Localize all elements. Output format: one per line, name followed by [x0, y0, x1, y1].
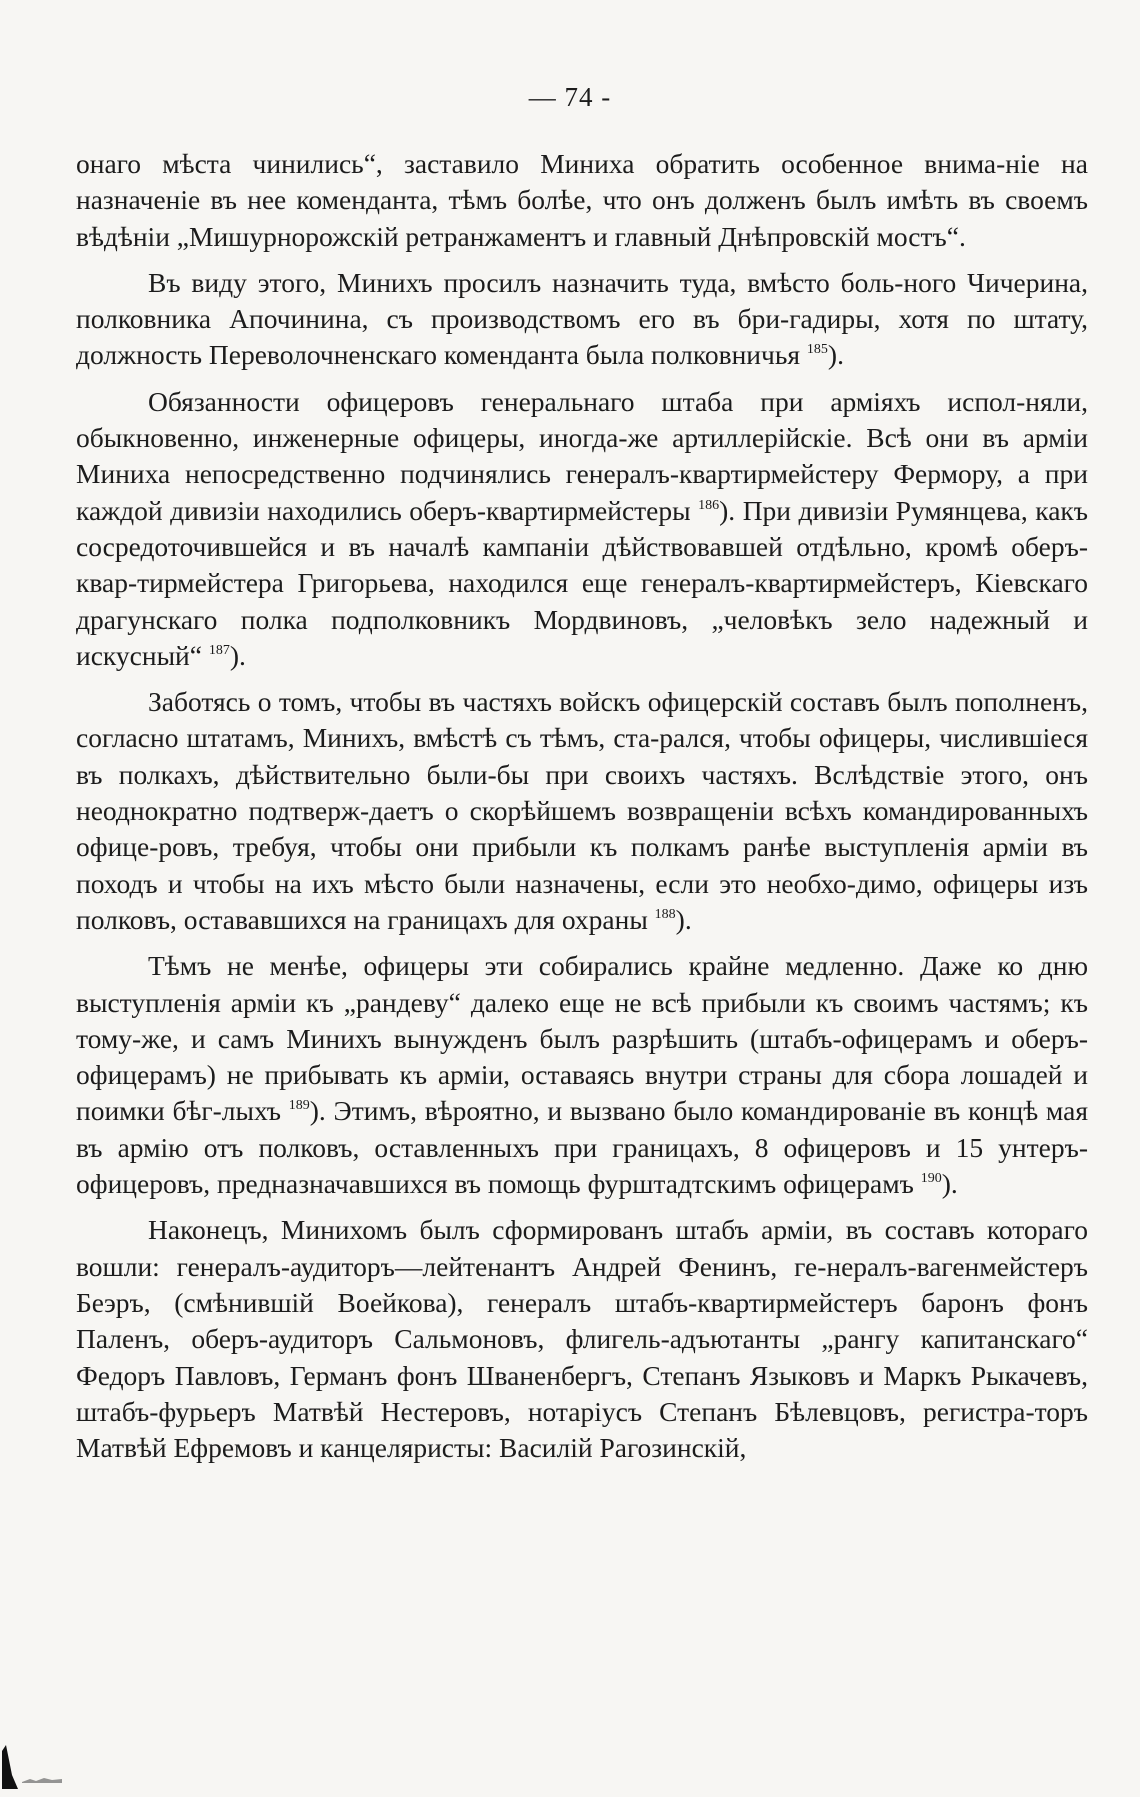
paragraph: [76, 384, 1088, 674]
text-run: ). При дивизіи Румянцева, какъ сосредоточившейся и въ началѣ кампаніи дѣйствовавшей отдѣльно, кромѣ оберъ-квар-тирмейстера Григорьева, находился еще генералъ-квартирмейстеръ, Кіевскаго драгунскаго полка подполковникъ Мордвиновъ, „человѣкъ зело надежный и искусный“: [76, 494, 1089, 671]
text-run: ). Этимъ, вѣроятно, и вызвано было командированіе въ концѣ мая въ армію отъ полковъ, оставленныхъ при границахъ, 8 офицеровъ и 15 унтеръ-офицеровъ, предназначавшихся въ помощь фурштадтскимъ офицерамъ: [76, 1095, 1088, 1200]
text-run: ).: [229, 639, 246, 671]
paragraph: [76, 265, 1088, 374]
paragraph: [76, 948, 1088, 1202]
text-run: Обязанности офицеровъ генеральнаго штаба при арміяхъ испол-няли, обыкновенно, инженерные офицеры, иногда-же артиллерійскіе. Всѣ они въ арміи Миниха непосредственно подчинялись генералъ-квартирмейстеру Фермору, а при каждой дивизіи находились оберъ-квартирмейстеры: [76, 385, 1088, 526]
text-run: ).: [675, 903, 692, 935]
text-run: Въ виду этого, Минихъ просилъ назначить туда, вмѣсто боль-ного Чичерина, полковника Апочинина, съ производствомъ его въ бри-гадиры, хотя по штату, должность Переволочненскаго коменданта была полковничья: [76, 266, 1088, 371]
footnote-ref: 185: [806, 342, 828, 358]
text-run: Заботясь о томъ, чтобы въ частяхъ войскъ офицерскій составъ былъ пополненъ, согласно штатамъ, Минихъ, вмѣстѣ съ тѣмъ, ста-рался, чтобы офицеры, числившіеся въ полкахъ, дѣйствительно были-бы при своихъ частяхъ. Вслѣдствіе этого, онъ неоднократно подтверж-даетъ о скорѣйшемъ возвращеніи всѣхъ командированныхъ офице-ровъ, требуя, чтобы они прибыли къ полкамъ ранѣе выступленія арміи въ походъ и чтобы на ихъ мѣсто были назначены, если это необхо-димо, офицеры изъ полковъ, остававшихся на границахъ для охраны: [76, 686, 1088, 935]
paragraph: [76, 684, 1088, 938]
text-run: ).: [941, 1168, 958, 1200]
scan-smudge: [22, 1777, 62, 1783]
footnote-ref: 189: [288, 1098, 310, 1114]
paragraph: [76, 1212, 1088, 1466]
footnote-ref: 188: [654, 906, 676, 922]
paragraph: [76, 146, 1088, 255]
body-text: [76, 146, 1088, 1476]
text-run: Наконецъ, Минихомъ былъ сформированъ штабъ арміи, въ составъ котораго вошли: генералъ-аудиторъ—лейтенантъ Андрей Фенинъ, ге-нералъ-вагенмейстеръ Беэръ, (смѣнившій Воейкова), генералъ штабъ-квартирмейстеръ баронъ фонъ Паленъ, оберъ-аудиторъ Сальмоновъ, флигель-адъютанты „рангу капитанскаго“ Федоръ Павловъ, Германъ фонъ Шваненбергъ, Степанъ Языковъ и Маркъ Рыкачевъ, штабъ-фурьеръ Матвѣй Нестеровъ, нотаріусъ Степанъ Бѣлевцовъ, регистра-торъ Матвѣй Ефремовъ и канцеляристы: Василій Рагозинскій,: [76, 1214, 1088, 1464]
text-run: Тѣмъ не менѣе, офицеры эти собирались крайне медленно. Даже ко дню выступленія арміи къ „рандеву“ далеко еще не всѣ прибыли къ своимъ частямъ; къ тому-же, и самъ Минихъ вынужденъ былъ разрѣшить (штабъ-офицерамъ и оберъ-офицерамъ) не прибывать къ арміи, оставаясь внутри страны для сбора лошадей и поимки бѣг-лыхъ: [76, 950, 1088, 1127]
footnote-ref: 186: [698, 497, 720, 513]
footnote-ref: 190: [920, 1171, 942, 1187]
text-run: ).: [827, 339, 844, 371]
page-number: — 74 -: [528, 82, 612, 112]
text-run: онаго мѣста чинились“, заставило Миниха обратить особенное внима-ніе на назначеніе въ нее коменданта, тѣмъ болѣе, что онъ долженъ былъ имѣть въ своемъ вѣдѣніи „Мишурнорожскій ретранжаментъ и главный Днѣпровскій мостъ“.: [76, 148, 1088, 252]
footnote-ref: 187: [208, 642, 230, 658]
scan-edge-mark: [2, 1745, 18, 1789]
